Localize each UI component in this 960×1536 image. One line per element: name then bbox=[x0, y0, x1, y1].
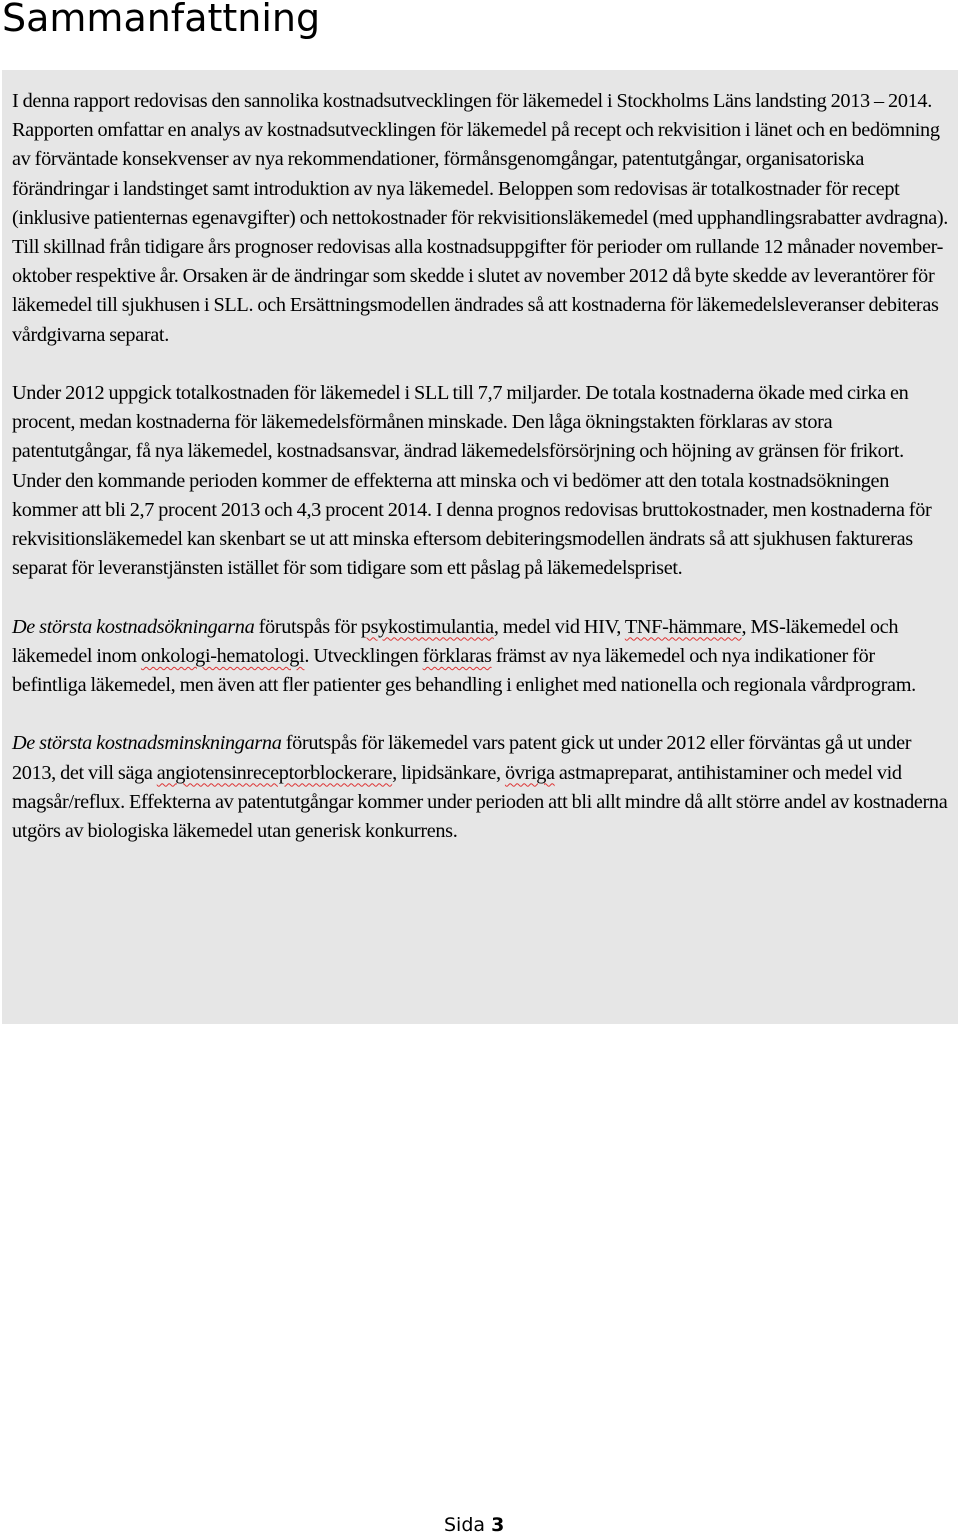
summary-paragraph-3 bbox=[12, 613, 952, 701]
spellcheck-word: angiotensinreceptorblockerare bbox=[156, 761, 393, 784]
text-run: astmapreparat, antihistaminer och medel vid magsår/reflux. Effekterna av patentutgångar kommer under perioden att bli allt mindre då allt större andel av kostnaderna utgörs av biologiska läkemedel utan generisk konkurrens. bbox=[12, 761, 948, 843]
summary-paragraph-4 bbox=[12, 729, 952, 846]
text-run: , MS-läkemedel och läkemedel inom bbox=[12, 615, 899, 667]
text-run: förutspås för läkemedel vars patent gick ut under 2012 eller förväntas gå ut under 2013, det vill säga bbox=[12, 732, 912, 784]
summary-paragraph-1: I denna rapport redovisas den sannolika kostnadsutvecklingen för läkemedel i Stockholms Läns landsting 2013 – 2014. Rapporten omfattar en analys av kostnadsutvecklingen för läkemedel på recept och rekvisition i länet och en bedömning av förväntade konsekvenser av nya rekommendationer, förmånsgenomgångar, patentutgångar, organisatoriska förändringar i landstinget samt introduktion av nya läkemedel. Beloppen som redovisas är totalkostnader för recept (inklusive patienternas egenavgifter) och nettokostnader för rekvisitionsläkemedel (med upphandlingsrabatter avdragna). Till skillnad från tidigare års prognoser redovisas alla kostnadsuppgifter för perioder om rullande 12 månader november-oktober respektive år. Orsaken är de ändringar som skedde i slutet av november 2012 då byte skedde av leverantörer för läkemedel till sjukhusen i SLL. och Ersättningsmodellen ändrades så att kostnaderna för läkemedelsleveranser debiteras vårdgivarna separat. bbox=[12, 90, 949, 346]
spellcheck-word: förklaras bbox=[422, 644, 492, 667]
text-run: . Utvecklingen bbox=[304, 644, 423, 667]
spellcheck-word: psykostimulantia bbox=[360, 615, 494, 638]
text-run: främst av nya läkemedel och nya indikationer för befintliga läkemedel, men även att fler patienter ges behandling i enlighet med nationella och regionala vårdprogram. bbox=[12, 644, 916, 697]
spellcheck-word: onkologi-hematologi bbox=[140, 644, 305, 667]
spellcheck-word: övriga bbox=[504, 761, 555, 784]
summary-text-box bbox=[2, 70, 958, 1024]
spellcheck-word: TNF-hämmare bbox=[624, 615, 742, 638]
text-run: förutspås för bbox=[254, 615, 361, 638]
paragraph-lead-increases: De största kostnadsökningarna bbox=[12, 615, 255, 638]
page-label: Sida bbox=[444, 1514, 486, 1536]
summary-paragraph-2: Under 2012 uppgick totalkostnaden för läkemedel i SLL till 7,7 miljarder. De totala kostnaderna ökade med cirka en procent, medan kostnaderna för läkemedelsförmånen minskade. Den låga ökningstakten förklaras av stora patentutgångar, få nya läkemedel, kostnadsansvar, ändrad läkemedelsförsörjning och höjning av gränsen för frikort. Under den kommande perioden kommer de effekterna att minska och vi bedömer att den totala kostnadsökningen kommer att bli 2,7 procent 2013 och 4,3 procent 2014. I denna prognos redovisas bruttokostnader, men kostnaderna för rekvisitionsläkemedel kan skenbart se ut att minska eftersom debiteringsmodellen ändrats så att sjukhusen faktureras separat för leveranstjänsten istället för som tidigare som ett påslag på läkemedelspriset. bbox=[12, 382, 932, 580]
text-run: , medel vid HIV, bbox=[493, 615, 625, 638]
paragraph-lead-decreases: De största kostnadsminskningarna bbox=[12, 732, 282, 755]
page-title: Sammanfattning bbox=[2, 0, 321, 40]
page-footer bbox=[444, 1514, 504, 1536]
page-number: 3 bbox=[491, 1514, 505, 1536]
text-run: , lipidsänkare, bbox=[392, 761, 505, 784]
